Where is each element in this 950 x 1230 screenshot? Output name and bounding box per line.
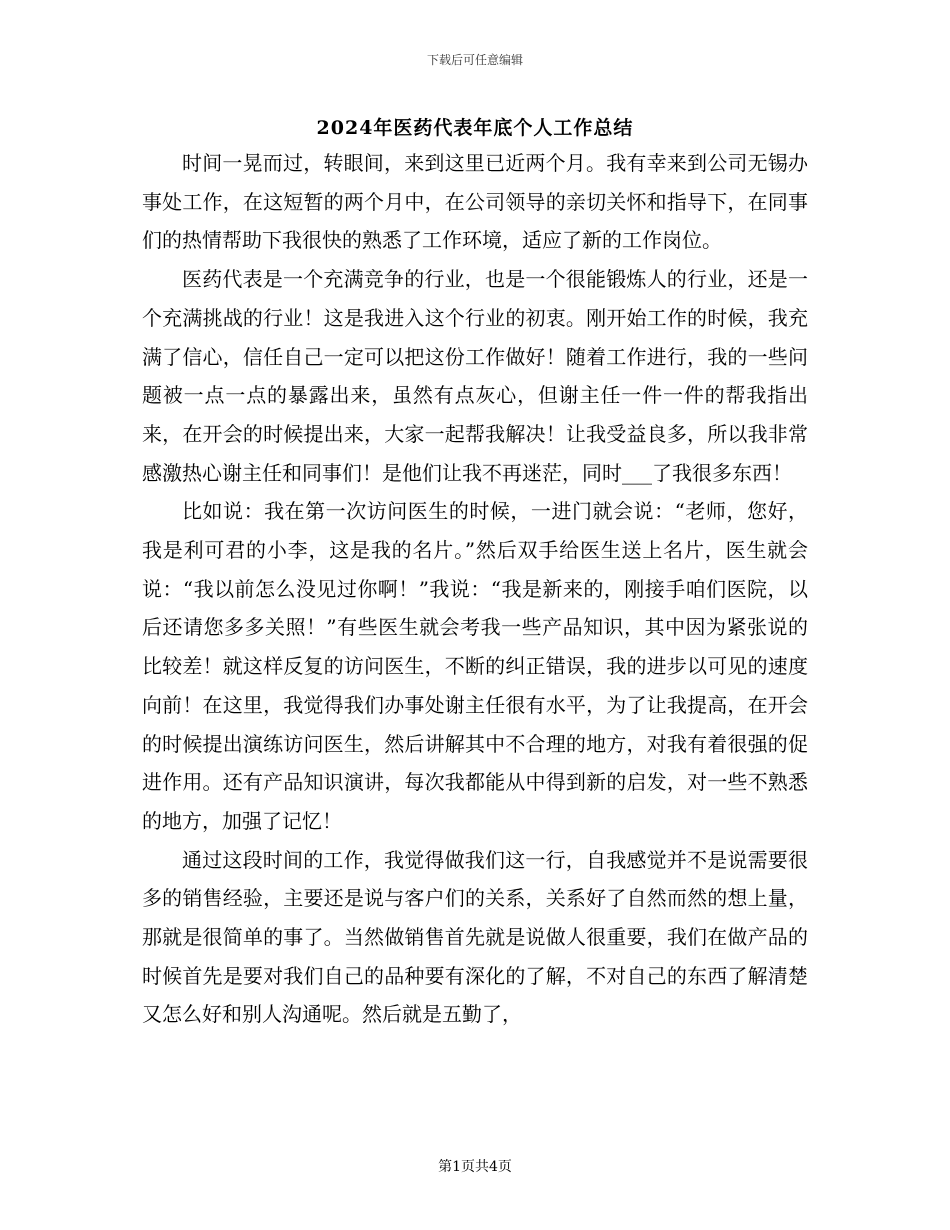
paragraph-2: 医药代表是一个充满竞争的行业，也是一个很能锻炼人的行业，还是一个充满挑战的行业！这是我进入这个行业的初衷。刚开始工作的时候，我充满了信心，信任自己一定可以把这份工作做好！随着工作进行，我的一些问题被一点一点的暴露出来，虽然有点灰心，但谢主任一件一件的帮我指出来，在开会的时候提出来，大家一起帮我解决！让我受益良多，所以我非常感激热心谢主任和同事们！是他们让我不再迷茫，同时___了我很多东西！ xyxy=(142,267,808,485)
document-body xyxy=(142,144,808,1034)
page-header-note: 下载后可任意编辑 xyxy=(426,53,523,67)
page-number: 第1页共4页 xyxy=(438,1159,512,1175)
paragraph-4: 通过这段时间的工作，我觉得做我们这一行，自我感觉并不是说需要很多的销售经验，主要还是说与客户们的关系，关系好了自然而然的想上量，那就是很简单的事了。当然做销售首先就是说做人很重要，我们在做产品的时候首先是要对我们自己的品种要有深化的了解，不对自己的东西了解清楚又怎么好和别人沟通呢。然后就是五勤了， xyxy=(142,847,808,1027)
paragraph-3: 比如说：我在第一次访问医生的时候，一进门就会说：“老师，您好，我是利可君的小李，这是我的名片。”然后双手给医生送上名片，医生就会说：“我以前怎么没见过你啊！”我说：“我是新来的，刚接手咱们医院，以后还请您多多关照！”有些医生就会考我一些产品知识，其中因为紧张说的比较差！就这样反复的访问医生，不断的纠正错误，我的进步以可见的速度向前！在这里，我觉得我们办事处谢主任很有水平，为了让我提高，在开会的时候提出演练访问医生，然后讲解其中不合理的地方，对我有着很强的促进作用。还有产品知识演讲，每次我都能从中得到新的启发，对一些不熟悉的地方，加强了记忆！ xyxy=(142,499,808,833)
paragraph-1: 时间一晃而过，转眼间，来到这里已近两个月。我有幸来到公司无锡办事处工作，在这短暂的两个月中，在公司领导的亲切关怀和指导下，在同事们的热情帮助下我很快的熟悉了工作环境，适应了新的工作岗位。 xyxy=(142,151,808,253)
document-title: 2024年医药代表年底个人工作总结 xyxy=(316,117,634,139)
